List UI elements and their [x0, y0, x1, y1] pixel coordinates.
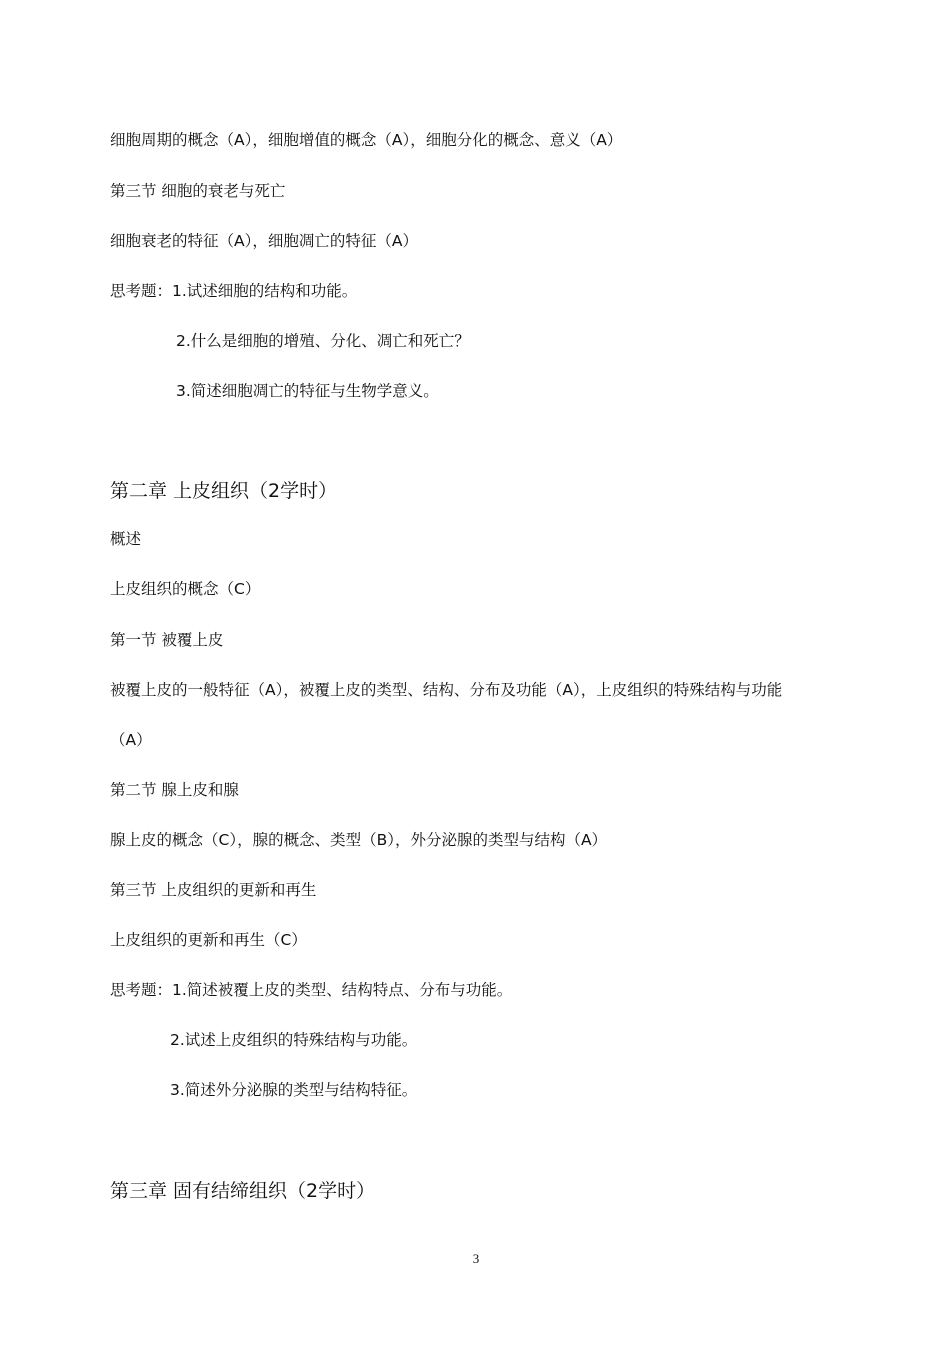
question-line: 3.简述外分泌腺的类型与结构特征。	[170, 1081, 418, 1099]
question-line: 3.简述细胞凋亡的特征与生物学意义。	[176, 382, 439, 400]
question-line: 2.试述上皮组织的特殊结构与功能。	[170, 1031, 418, 1049]
question-line: 思考题：1.试述细胞的结构和功能。	[110, 282, 358, 300]
chapter-heading: 第三章 固有结缔组织（2学时）	[110, 1180, 376, 1202]
text-line: 细胞衰老的特征（A），细胞凋亡的特征（A）	[110, 232, 418, 250]
text-line: （A）	[110, 731, 152, 749]
text-line: 概述	[110, 530, 142, 548]
chapter-heading: 第二章 上皮组织（2学时）	[110, 480, 338, 502]
section-heading: 第三节 细胞的衰老与死亡	[110, 182, 286, 200]
text-line: 细胞周期的概念（A），细胞增值的概念（A），细胞分化的概念、意义（A）	[110, 131, 623, 149]
text-line: 上皮组织的更新和再生（C）	[110, 931, 307, 949]
section-heading: 第二节 腺上皮和腺	[110, 781, 239, 799]
text-line: 腺上皮的概念（C），腺的概念、类型（B），外分泌腺的类型与结构（A）	[110, 831, 608, 849]
question-line: 思考题：1.简述被覆上皮的类型、结构特点、分布与功能。	[110, 981, 513, 999]
text-line: 上皮组织的概念（C）	[110, 580, 261, 598]
text-line: 被覆上皮的一般特征（A），被覆上皮的类型、结构、分布及功能（A），上皮组织的特殊结构与功能	[110, 681, 783, 699]
question-line: 2.什么是细胞的增殖、分化、凋亡和死亡？	[176, 332, 470, 350]
page-number: 3	[472, 1251, 480, 1266]
section-heading: 第三节 上皮组织的更新和再生	[110, 881, 317, 899]
section-heading: 第一节 被覆上皮	[110, 631, 224, 649]
